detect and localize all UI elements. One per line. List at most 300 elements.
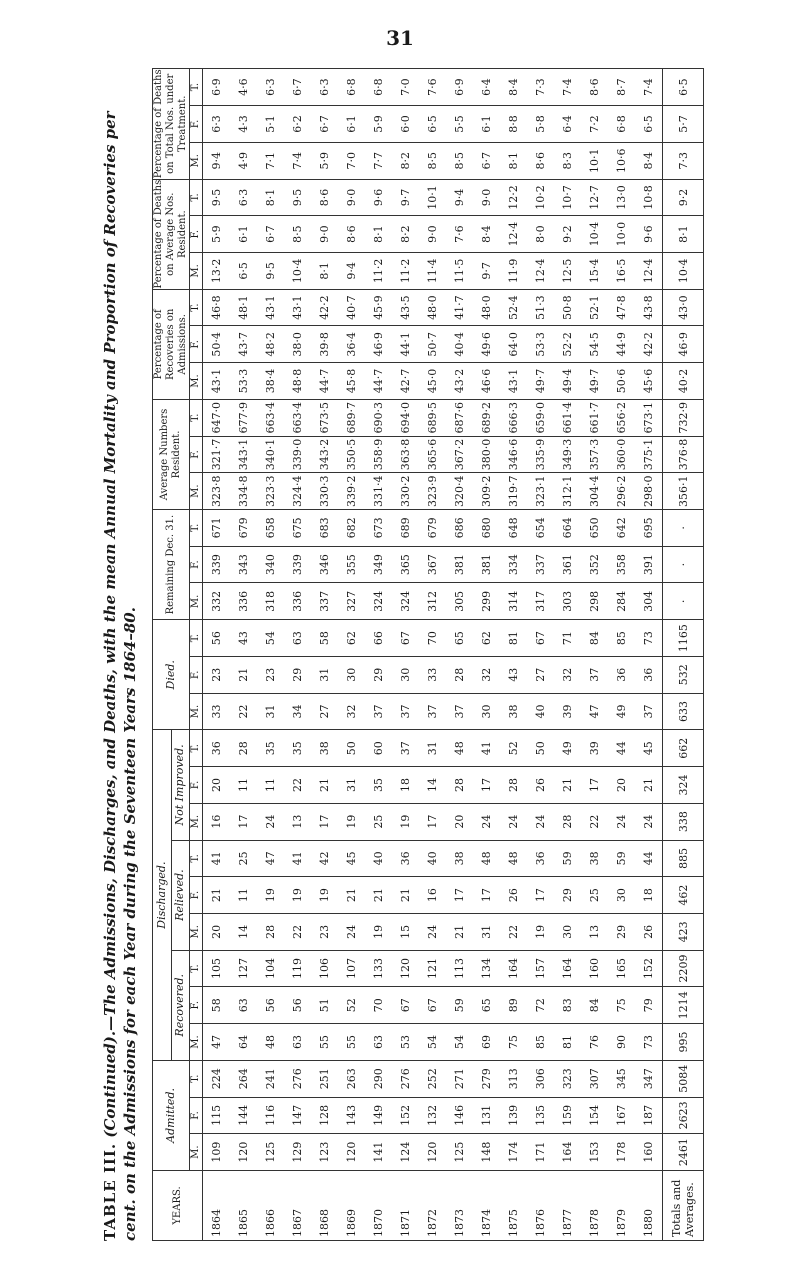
rel-t-cell: 36	[392, 840, 419, 877]
prec-t-cell: 40·7	[338, 289, 365, 326]
pdtrt-f-cell: 6·1	[473, 106, 500, 143]
rel-m-cell: 31	[473, 913, 500, 950]
avg-t-cell: 694·0	[392, 399, 419, 436]
totals-prec-f-cell: 46·9	[663, 326, 704, 363]
pdres-t-cell: 6·3	[230, 179, 257, 216]
adm-m-cell: 148	[473, 1134, 500, 1171]
ni-f-cell: 11	[257, 767, 284, 804]
pdtrt-t-cell: 6·8	[365, 69, 392, 106]
rem-t-cell: 689	[392, 510, 419, 547]
died-f-cell: 37	[581, 656, 608, 693]
rel-t-cell: 38	[581, 840, 608, 877]
avg-t-cell: 647·0	[203, 399, 231, 436]
pdres-t-cell: 12·7	[581, 179, 608, 216]
died-t-cell: 62	[338, 620, 365, 657]
prec-f-cell: 48·2	[257, 326, 284, 363]
pdtrt-m-cell: 7·0	[338, 142, 365, 179]
adm-t-cell: 345	[608, 1060, 635, 1097]
rec-t-cell: 127	[230, 950, 257, 987]
died-f-subheader: F.	[190, 656, 203, 693]
died-f-cell: 30	[338, 656, 365, 693]
died-f-cell: 27	[527, 656, 554, 693]
rec-t-cell: 160	[581, 950, 608, 987]
totals-died-f-cell: 532	[663, 656, 704, 693]
rel-t-cell: 47	[257, 840, 284, 877]
adm-f-cell: 116	[257, 1097, 284, 1134]
prec-m-cell: 38·4	[257, 363, 284, 400]
died-m-cell: 49	[608, 693, 635, 730]
rem-m-cell: 303	[554, 583, 581, 620]
ni-f-cell: 28	[500, 767, 527, 804]
pdres-m-cell: 11·9	[500, 253, 527, 290]
rel-f-cell: 30	[608, 877, 635, 914]
died-t-cell: 71	[554, 620, 581, 657]
rel-m-cell: 22	[500, 913, 527, 950]
rel-m-cell: 24	[419, 913, 446, 950]
avg-m-cell: 330·3	[311, 473, 338, 510]
pdres-f-cell: 9·0	[311, 216, 338, 253]
pdres-f-cell: 9·0	[419, 216, 446, 253]
rem-f-cell: 337	[527, 546, 554, 583]
table-row	[284, 69, 311, 1241]
ni-m-cell: 13	[284, 803, 311, 840]
prec-t-cell: 51·3	[527, 289, 554, 326]
rem-f-cell: 355	[338, 546, 365, 583]
pdres-m-cell: 11·5	[446, 253, 473, 290]
adm-f-cell: 144	[230, 1097, 257, 1134]
rec-m-cell: 48	[257, 1024, 284, 1061]
avg-f-cell: 357·3	[581, 436, 608, 473]
prec-f-subheader: F.	[190, 326, 203, 363]
pdtrt-t-cell: 6·3	[311, 69, 338, 106]
adm-f-cell: 135	[527, 1097, 554, 1134]
rem-f-cell: 367	[419, 546, 446, 583]
rec-f-cell: 67	[392, 987, 419, 1024]
pdres-m-cell: 13·2	[203, 253, 231, 290]
avg-t-cell: 687·6	[446, 399, 473, 436]
died-t-cell: 85	[608, 620, 635, 657]
pdres-m-cell: 11·2	[365, 253, 392, 290]
adm-m-cell: 174	[500, 1134, 527, 1171]
year-cell: 1879	[608, 1171, 635, 1241]
prec-t-cell: 48·0	[473, 289, 500, 326]
ni-t-subheader: T.	[190, 730, 203, 767]
rec-t-cell: 134	[473, 950, 500, 987]
died-t-cell: 67	[527, 620, 554, 657]
table-row	[446, 69, 473, 1241]
pdtrt-m-cell: 6·7	[473, 142, 500, 179]
ni-m-cell: 17	[230, 803, 257, 840]
year-cell: 1864	[203, 1171, 231, 1241]
avg-m-cell: 320·4	[446, 473, 473, 510]
died-f-cell: 23	[257, 656, 284, 693]
pdres-t-cell: 10·2	[527, 179, 554, 216]
adm-f-cell: 128	[311, 1097, 338, 1134]
pct-deaths-resident-header: Percentage of Deaths on Average Nos. Resident.	[153, 179, 188, 289]
prec-m-cell: 42·7	[392, 363, 419, 400]
avg-m-cell: 312·1	[554, 473, 581, 510]
rec-t-cell: 164	[500, 950, 527, 987]
rel-t-subheader: T.	[190, 840, 203, 877]
died-f-cell: 29	[365, 656, 392, 693]
ni-m-cell: 17	[311, 803, 338, 840]
rel-t-cell: 44	[635, 840, 663, 877]
rel-t-cell: 48	[473, 840, 500, 877]
rec-t-cell: 106	[311, 950, 338, 987]
totals-pdres-m-cell: 10·4	[663, 253, 704, 290]
totals-died-t-cell: 1165	[663, 620, 704, 657]
ni-t-cell: 48	[446, 730, 473, 767]
rem-m-cell: 337	[311, 583, 338, 620]
totals-row	[663, 69, 704, 1241]
ni-t-cell: 50	[338, 730, 365, 767]
adm-t-cell: 276	[392, 1060, 419, 1097]
rec-f-cell: 51	[311, 987, 338, 1024]
adm-m-cell: 178	[608, 1134, 635, 1171]
prec-m-cell: 44·7	[365, 363, 392, 400]
rec-f-cell: 56	[284, 987, 311, 1024]
rec-t-cell: 120	[392, 950, 419, 987]
pdres-t-cell: 9·6	[365, 179, 392, 216]
rel-t-cell: 38	[446, 840, 473, 877]
rec-m-cell: 55	[311, 1024, 338, 1061]
pdtrt-t-cell: 6·9	[203, 69, 231, 106]
rec-m-cell: 47	[203, 1024, 231, 1061]
totals-ni-f-cell: 324	[663, 767, 704, 804]
ni-t-cell: 36	[203, 730, 231, 767]
rec-m-cell: 75	[500, 1024, 527, 1061]
rem-t-cell: 680	[473, 510, 500, 547]
pdres-m-cell: 11·2	[392, 253, 419, 290]
pdres-f-cell: 10·0	[608, 216, 635, 253]
adm-t-cell: 347	[635, 1060, 663, 1097]
ni-f-cell: 11	[230, 767, 257, 804]
avg-t-cell: 663·4	[257, 399, 284, 436]
adm-m-cell: 160	[635, 1134, 663, 1171]
adm-f-cell: 147	[284, 1097, 311, 1134]
prec-m-cell: 43·2	[446, 363, 473, 400]
rem-t-cell: 673	[365, 510, 392, 547]
year-cell: 1866	[257, 1171, 284, 1241]
ni-t-cell: 60	[365, 730, 392, 767]
prec-t-cell: 43·5	[392, 289, 419, 326]
table-row	[527, 69, 554, 1241]
year-cell: 1867	[284, 1171, 311, 1241]
adm-m-cell: 129	[284, 1134, 311, 1171]
pdres-t-cell: 9·4	[446, 179, 473, 216]
rec-t-cell: 113	[446, 950, 473, 987]
adm-t-cell: 279	[473, 1060, 500, 1097]
rel-m-cell: 13	[581, 913, 608, 950]
ni-m-cell: 24	[473, 803, 500, 840]
prec-m-cell: 45·8	[338, 363, 365, 400]
adm-t-cell: 276	[284, 1060, 311, 1097]
avg-f-cell: 380·0	[473, 436, 500, 473]
adm-f-cell: 146	[446, 1097, 473, 1134]
died-m-cell: 37	[392, 693, 419, 730]
table-row	[230, 69, 257, 1241]
pdres-t-subheader: T.	[190, 179, 203, 216]
avg-f-cell: 375·1	[635, 436, 663, 473]
rel-f-cell: 19	[284, 877, 311, 914]
pdres-f-cell: 9·2	[554, 216, 581, 253]
rec-t-cell: 107	[338, 950, 365, 987]
avg-t-cell: 689·2	[473, 399, 500, 436]
pdtrt-f-cell: 7·2	[581, 106, 608, 143]
rel-t-cell: 59	[608, 840, 635, 877]
avg-t-cell: 689·7	[338, 399, 365, 436]
prec-m-cell: 49·7	[527, 363, 554, 400]
rem-m-cell: 298	[581, 583, 608, 620]
died-f-cell: 21	[230, 656, 257, 693]
rem-m-cell: 304	[635, 583, 663, 620]
ni-t-cell: 45	[635, 730, 663, 767]
rec-t-cell: 164	[554, 950, 581, 987]
table-label: TABLE III.	[101, 1142, 119, 1241]
avg-m-cell: 331·4	[365, 473, 392, 510]
rec-m-cell: 64	[230, 1024, 257, 1061]
died-m-cell: 27	[311, 693, 338, 730]
pdtrt-t-cell: 8·6	[581, 69, 608, 106]
pdtrt-t-cell: 6·3	[257, 69, 284, 106]
adm-f-cell: 149	[365, 1097, 392, 1134]
totals-label: Totals and Averages.	[663, 1171, 704, 1241]
avg-t-cell: 673·1	[635, 399, 663, 436]
adm-t-cell: 307	[581, 1060, 608, 1097]
ni-m-cell: 22	[581, 803, 608, 840]
adm-t-cell: 313	[500, 1060, 527, 1097]
rem-t-subheader: T.	[190, 510, 203, 547]
died-m-cell: 37	[635, 693, 663, 730]
adm-m-subheader: M.	[190, 1134, 203, 1171]
pdtrt-f-cell: 5·5	[446, 106, 473, 143]
ni-t-cell: 50	[527, 730, 554, 767]
ni-f-cell: 17	[581, 767, 608, 804]
adm-t-cell: 306	[527, 1060, 554, 1097]
pdres-m-cell: 8·1	[311, 253, 338, 290]
avg-f-cell: 321·7	[203, 436, 231, 473]
pdres-m-subheader: M.	[190, 253, 203, 290]
adm-f-cell: 143	[338, 1097, 365, 1134]
rem-m-cell: 336	[230, 583, 257, 620]
pdres-m-cell: 12·5	[554, 253, 581, 290]
pdtrt-t-cell: 6·9	[446, 69, 473, 106]
totals-rec-t-cell: 2209	[663, 950, 704, 987]
rec-f-cell: 70	[365, 987, 392, 1024]
rem-f-cell: 339	[284, 546, 311, 583]
ni-m-cell: 17	[419, 803, 446, 840]
ni-t-cell: 44	[608, 730, 635, 767]
pdtrt-t-cell: 7·6	[419, 69, 446, 106]
average-resident-header: Average Numbers Resident.	[153, 399, 190, 509]
pdres-f-subheader: F.	[190, 216, 203, 253]
ni-f-cell: 21	[554, 767, 581, 804]
prec-m-cell: 46·6	[473, 363, 500, 400]
totals-prec-m-cell: 40·2	[663, 363, 704, 400]
rem-m-cell: 305	[446, 583, 473, 620]
pdtrt-f-cell: 6·0	[392, 106, 419, 143]
died-f-cell: 23	[203, 656, 231, 693]
adm-t-cell: 290	[365, 1060, 392, 1097]
rec-m-cell: 69	[473, 1024, 500, 1061]
totals-pdtrt-t-cell: 6·5	[663, 69, 704, 106]
avg-f-cell: 350·5	[338, 436, 365, 473]
prec-m-cell: 53·3	[230, 363, 257, 400]
discharged-header: Discharged.	[153, 730, 172, 1060]
pdtrt-m-cell: 8·2	[392, 142, 419, 179]
table-row	[635, 69, 663, 1241]
rec-f-cell: 58	[203, 987, 231, 1024]
rem-t-cell: 642	[608, 510, 635, 547]
pdtrt-f-cell: 6·3	[203, 106, 231, 143]
prec-f-cell: 44·9	[608, 326, 635, 363]
rec-t-cell: 121	[419, 950, 446, 987]
totals-pdres-f-cell: 8·1	[663, 216, 704, 253]
pdtrt-t-cell: 7·3	[527, 69, 554, 106]
rec-t-subheader: T.	[190, 950, 203, 987]
pdres-t-cell: 13·0	[608, 179, 635, 216]
pdres-t-cell: 10·8	[635, 179, 663, 216]
adm-m-cell: 153	[581, 1134, 608, 1171]
died-f-cell: 29	[284, 656, 311, 693]
avg-t-cell: 659·0	[527, 399, 554, 436]
rec-t-cell: 152	[635, 950, 663, 987]
ni-f-cell: 17	[473, 767, 500, 804]
prec-f-cell: 40·4	[446, 326, 473, 363]
prec-m-cell: 49·7	[581, 363, 608, 400]
pdres-m-cell: 6·5	[230, 253, 257, 290]
totals-rec-f-cell: 1214	[663, 987, 704, 1024]
adm-t-subheader: T.	[190, 1060, 203, 1097]
rem-t-cell: 650	[581, 510, 608, 547]
died-m-cell: 38	[500, 693, 527, 730]
prec-t-cell: 48·1	[230, 289, 257, 326]
ni-f-cell: 28	[446, 767, 473, 804]
rec-f-cell: 89	[500, 987, 527, 1024]
pdres-f-cell: 12·4	[500, 216, 527, 253]
pdres-t-cell: 8·6	[311, 179, 338, 216]
died-header: Died.	[153, 620, 190, 730]
ni-f-cell: 26	[527, 767, 554, 804]
prec-f-cell: 54·5	[581, 326, 608, 363]
totals-pdtrt-m-cell: 7·3	[663, 142, 704, 179]
prec-m-cell: 44·7	[311, 363, 338, 400]
prec-f-cell: 36·4	[338, 326, 365, 363]
pdres-f-cell: 8·4	[473, 216, 500, 253]
rec-t-cell: 105	[203, 950, 231, 987]
year-cell: 1865	[230, 1171, 257, 1241]
avg-m-cell: 323·3	[257, 473, 284, 510]
died-f-cell: 30	[392, 656, 419, 693]
prec-m-cell: 43·1	[203, 363, 231, 400]
died-m-cell: 34	[284, 693, 311, 730]
adm-f-subheader: F.	[190, 1097, 203, 1134]
died-m-cell: 39	[554, 693, 581, 730]
rec-m-cell: 76	[581, 1024, 608, 1061]
pdtrt-m-cell: 7·7	[365, 142, 392, 179]
adm-t-cell: 224	[203, 1060, 231, 1097]
rel-t-cell: 40	[365, 840, 392, 877]
prec-t-cell: 47·8	[608, 289, 635, 326]
rem-m-cell: 336	[284, 583, 311, 620]
adm-f-cell: 139	[500, 1097, 527, 1134]
pdtrt-t-cell: 6·7	[284, 69, 311, 106]
rem-t-cell: 671	[203, 510, 231, 547]
pdtrt-m-cell: 5·9	[311, 142, 338, 179]
rem-f-cell: 346	[311, 546, 338, 583]
adm-t-cell: 241	[257, 1060, 284, 1097]
died-f-cell: 36	[635, 656, 663, 693]
rec-f-cell: 83	[554, 987, 581, 1024]
avg-f-cell: 335·9	[527, 436, 554, 473]
avg-t-cell: 661·7	[581, 399, 608, 436]
pdtrt-t-cell: 7·0	[392, 69, 419, 106]
rec-f-cell: 56	[257, 987, 284, 1024]
pct-deaths-treatment-header: Percentage of Deaths on Total Nos. under Treatment.	[153, 69, 188, 179]
avg-f-cell: 340·1	[257, 436, 284, 473]
died-m-cell: 31	[257, 693, 284, 730]
table-title	[100, 68, 140, 1241]
pdtrt-f-cell: 4·3	[230, 106, 257, 143]
avg-m-subheader: M.	[190, 473, 203, 510]
pdtrt-m-cell: 8·3	[554, 142, 581, 179]
year-cell: 1871	[392, 1171, 419, 1241]
year-cell: 1878	[581, 1171, 608, 1241]
pdtrt-f-cell: 8·8	[500, 106, 527, 143]
pdres-f-cell: 9·6	[635, 216, 663, 253]
avg-m-cell: 323·8	[203, 473, 231, 510]
avg-m-cell: 330·2	[392, 473, 419, 510]
rem-f-cell: 340	[257, 546, 284, 583]
adm-m-cell: 125	[257, 1134, 284, 1171]
totals-pdtrt-f-cell: 5·7	[663, 106, 704, 143]
died-f-cell: 32	[554, 656, 581, 693]
rec-t-cell: 104	[257, 950, 284, 987]
ni-t-cell: 39	[581, 730, 608, 767]
totals-rel-t-cell: 885	[663, 840, 704, 877]
rel-f-cell: 18	[635, 877, 663, 914]
ni-m-cell: 20	[446, 803, 473, 840]
pdtrt-m-cell: 8·4	[635, 142, 663, 179]
rem-m-cell: 324	[392, 583, 419, 620]
pdtrt-f-cell: 6·2	[284, 106, 311, 143]
rec-m-cell: 85	[527, 1024, 554, 1061]
ni-f-cell: 21	[311, 767, 338, 804]
avg-f-cell: 360·0	[608, 436, 635, 473]
died-f-cell: 31	[311, 656, 338, 693]
adm-f-cell: 115	[203, 1097, 231, 1134]
adm-t-cell: 271	[446, 1060, 473, 1097]
pdtrt-m-cell: 10·6	[608, 142, 635, 179]
rem-f-cell: 339	[203, 546, 231, 583]
prec-f-cell: 50·4	[203, 326, 231, 363]
prec-m-cell: 45·6	[635, 363, 663, 400]
pdres-t-cell: 10·1	[419, 179, 446, 216]
rel-m-cell: 19	[365, 913, 392, 950]
pdtrt-m-cell: 8·5	[419, 142, 446, 179]
rem-f-cell: 391	[635, 546, 663, 583]
rel-t-cell: 42	[311, 840, 338, 877]
rec-m-cell: 63	[365, 1024, 392, 1061]
died-t-cell: 54	[257, 620, 284, 657]
rem-t-cell: 679	[230, 510, 257, 547]
rotated-table-page	[100, 68, 776, 1241]
avg-t-cell: 677·9	[230, 399, 257, 436]
avg-f-cell: 339·0	[284, 436, 311, 473]
prec-f-cell: 44·1	[392, 326, 419, 363]
pdres-m-cell: 9·4	[338, 253, 365, 290]
prec-f-cell: 49·6	[473, 326, 500, 363]
